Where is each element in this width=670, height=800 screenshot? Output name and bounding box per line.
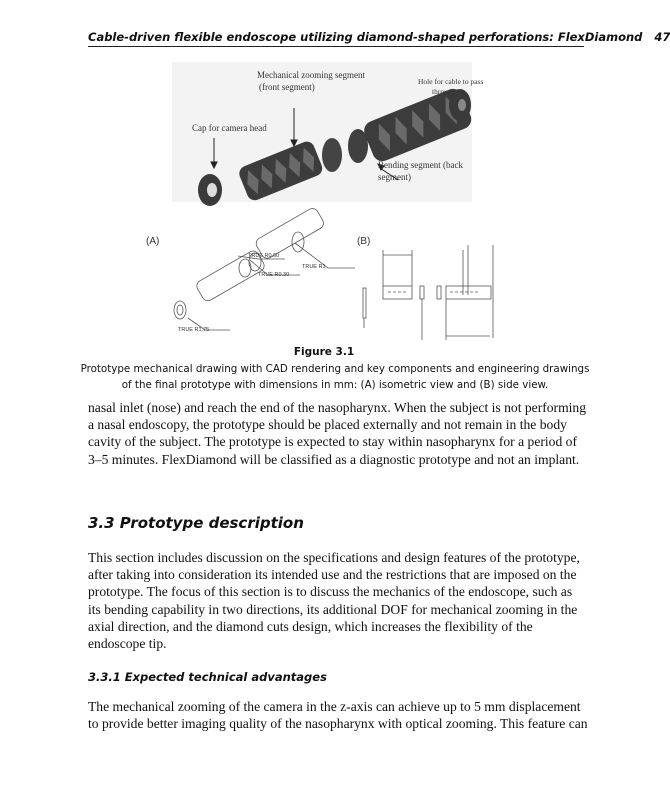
label-bending: Bending segment (back: [378, 160, 463, 170]
page-number: 47: [654, 30, 670, 44]
panel-b-label: (B): [357, 236, 371, 247]
figure-label: Figure 3.1: [293, 346, 355, 358]
caption-line-2: of the final prototype with dimensions in mm: (A) isometric view and (B) side view.: [121, 379, 549, 391]
figure-3-1: [146, 60, 590, 342]
dim-label-r175: TRUE R1.75: [178, 327, 210, 333]
panel-a-label: (A): [146, 236, 160, 247]
label-hole-sub: through: [432, 87, 456, 96]
body-paragraph: nasal inlet (nose) and reach the end of the nasopharynx. When the subject is not performing a nasal endoscopy, the prototype should be placed externally and not remain in the body cavity of the subject. The prototype is expected to stay within nasopharynx for a period of 3–5 minutes. FlexDiamond will be classified as a diagnostic prototype and not an implant.: [88, 400, 587, 467]
dim-label-r060: TRUE R0.60: [248, 253, 280, 259]
label-bending-sub: segment): [378, 172, 411, 182]
body-paragraph: This section includes discussion on the specifications and design features of the prototype, after taking into consideration its intended use and the restrictions that are imposed on the prototype. The focus of this section is to discuss the mechanics of the endoscope, such as its bending capability in two directions, its additional DOF for mechanical zooming in the axial direction, and the diamond cuts design, which increases the flexibility of the endoscope tip.: [88, 550, 580, 652]
body-paragraph: The mechanical zooming of the camera in the z-axis can achieve up to 5 mm displacement to provide better imaging quality of the nasopharynx with optical zooming. This feature can: [88, 699, 588, 732]
label-zoom-segment: Mechanical zooming segment: [257, 70, 365, 80]
label-hole: Hole for cable to pass: [418, 77, 484, 86]
label-zoom-segment-sub: (front segment): [259, 82, 315, 92]
running-head-title: Cable-driven flexible endoscope utilizing diamond-shaped perforations: FlexDiamond: [88, 30, 643, 44]
label-cap: Cap for camera head: [192, 123, 267, 133]
subsection-heading: 3.3.1 Expected technical advantages: [88, 670, 327, 684]
caption-line-1: Prototype mechanical drawing with CAD rendering and key components and engineering drawings: [80, 363, 590, 375]
figure-caption: [80, 361, 590, 393]
dim-label-r1: TRUE R1: [302, 264, 326, 270]
dim-label-r030: TRUE R0.30: [258, 272, 290, 278]
running-head: [88, 30, 670, 47]
cad-render-image: [150, 60, 590, 342]
section-heading: 3.3 Prototype description: [88, 514, 304, 532]
